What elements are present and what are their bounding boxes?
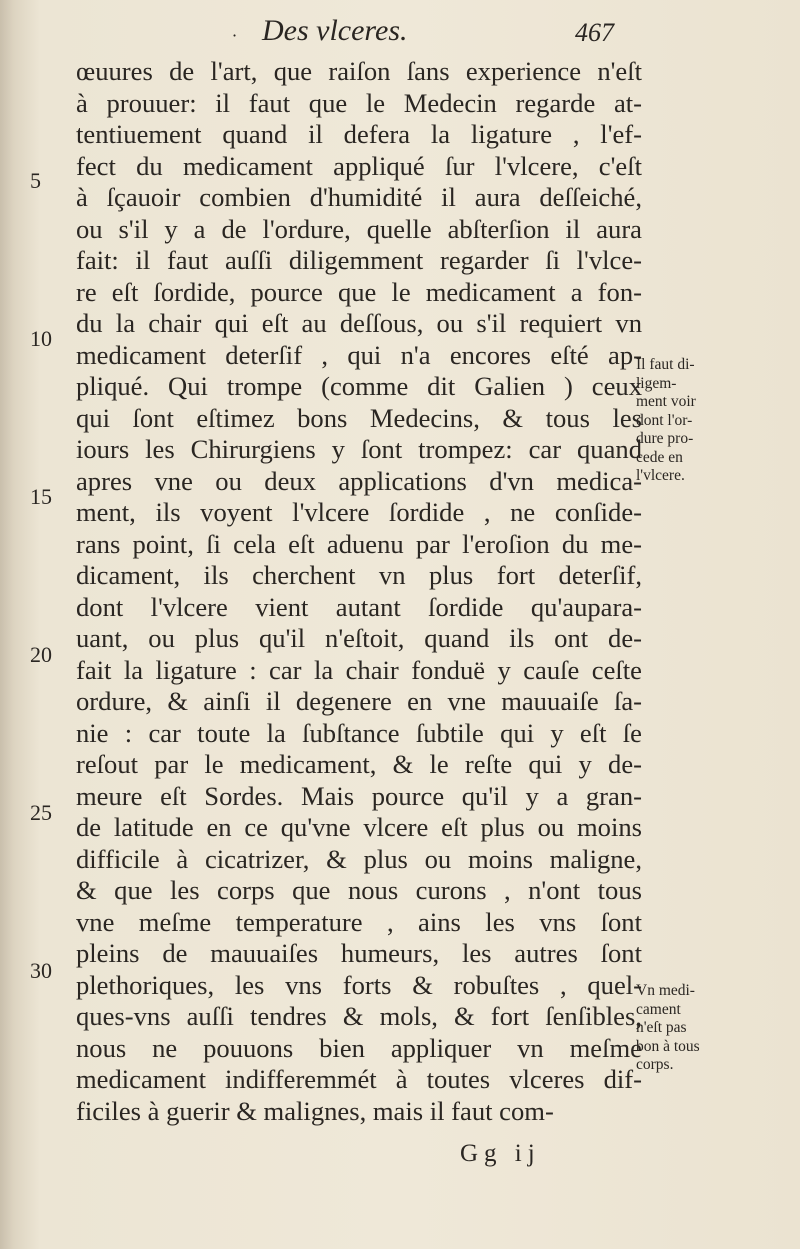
margin-note-line: corps. — [636, 1056, 674, 1073]
page-number: 467 — [575, 18, 614, 47]
line-number: 10 — [30, 326, 52, 351]
text-line: reſout par le medicament, & le reſte qui y de- — [76, 749, 642, 779]
text-line: rans point, ſi cela eſt aduenu par l'eroſion du me- — [76, 528, 642, 559]
ornament-dot: · — [232, 26, 238, 45]
text-line: ficiles à guerir & malignes, mais il faut com- — [76, 1095, 554, 1126]
text-line: fect du medicament appliqué ſur l'vlcere, c'eſt — [76, 150, 642, 181]
line-number: 5 — [30, 168, 41, 193]
text-line: medicament indifferemmét à toutes vlceres dif- — [76, 1064, 642, 1094]
text-line: ques-vns auſſi tendres & mols, & fort ſenſibles, — [76, 1001, 642, 1031]
text-line: ou s'il y a de l'ordure, quelle abſterſion il aura — [76, 213, 642, 244]
margin-note — [636, 356, 756, 486]
text-line: apres vne ou deux applications d'vn medica- — [76, 465, 642, 496]
text-line: meure eſt Sordes. Mais pource qu'il y a gran- — [76, 780, 642, 811]
body-text — [76, 56, 646, 1127]
text-line: dicament, ils cherchent vn plus fort deterſif, — [76, 560, 642, 590]
margin-note-line: dure pro- — [636, 430, 694, 447]
margin-note-line: ment voir — [636, 393, 696, 410]
text-line: qui ſont eſtimez bons Medecins, & tous les — [76, 402, 642, 433]
text-line: re eſt ſordide, pource que le medicament a fon- — [76, 276, 642, 307]
text-line: fait la ligature : car la chair fonduë y cauſe ceſte — [76, 654, 642, 685]
text-line: ordure, & ainſi il degenere en vne mauuaiſe ſa- — [76, 686, 642, 716]
text-line: vne meſme temperature , ains les vns ſont — [76, 906, 642, 937]
margin-note-line: Il faut di- — [636, 356, 695, 373]
text-line: œuures de l'art, que raiſon ſans experience n'eſt — [76, 56, 642, 86]
line-number: 25 — [30, 800, 52, 825]
text-line: plethoriques, les vns forts & robuſtes , quel- — [76, 969, 642, 1000]
running-title: Des vlceres. — [262, 14, 408, 47]
line-number: 30 — [30, 958, 52, 983]
margin-note-line: dont l'or- — [636, 411, 693, 429]
margin-note-line: cament — [636, 1000, 681, 1018]
text-line: dont l'vlcere vient autant ſordide qu'aupara- — [76, 591, 642, 622]
text-line: à prouuer: il faut que le Medecin regarde at- — [76, 87, 642, 118]
text-line: medicament deterſif , qui n'a encores eſté ap- — [76, 339, 642, 370]
margin-note-line: l'vlcere. — [636, 467, 685, 484]
text-line: fait: il faut auſſi diligemment regarder ſi l'vlce- — [76, 245, 642, 275]
margin-note-line: bon à tous — [636, 1037, 700, 1055]
text-line: nous ne pouuons bien appliquer vn meſme — [76, 1032, 642, 1063]
signature-mark: Gg ij — [460, 1140, 541, 1167]
margin-note-line: n'eſt pas — [636, 1019, 687, 1036]
text-line: & que les corps que nous curons , n'ont tous — [76, 875, 642, 905]
line-number: 15 — [30, 484, 52, 509]
margin-note — [636, 982, 756, 1075]
text-line: nie : car toute la ſubſtance ſubtile qui y eſt ſe — [76, 717, 642, 748]
text-line: pliqué. Qui trompe (comme dit Galien ) ceux — [76, 371, 642, 401]
text-line: iours les Chirurgiens y ſont trompez: car quand — [76, 434, 642, 464]
text-line: du la chair qui eſt au deſſous, ou s'il requiert vn — [76, 308, 642, 338]
line-number: 20 — [30, 642, 52, 667]
text-line: à ſçauoir combien d'humidité il aura deſſeiché, — [76, 182, 642, 212]
text-line: uant, ou plus qu'il n'eſtoit, quand ils ont de- — [76, 623, 642, 653]
text-line: ment, ils voyent l'vlcere ſordide , ne conſide- — [76, 497, 642, 527]
text-line: pleins de mauuaiſes humeurs, les autres ſont — [76, 938, 642, 968]
margin-note-line: cede en — [636, 448, 683, 466]
text-line: difficile à cicatrizer, & plus ou moins maligne, — [76, 843, 642, 874]
margin-note-line: Vn medi- — [636, 982, 695, 999]
margin-note-line: ligem- — [636, 374, 677, 392]
text-line: de latitude en ce qu'vne vlcere eſt plus ou moins — [76, 812, 642, 842]
text-line: tentiuement quand il defera la ligature , l'ef- — [76, 119, 642, 149]
